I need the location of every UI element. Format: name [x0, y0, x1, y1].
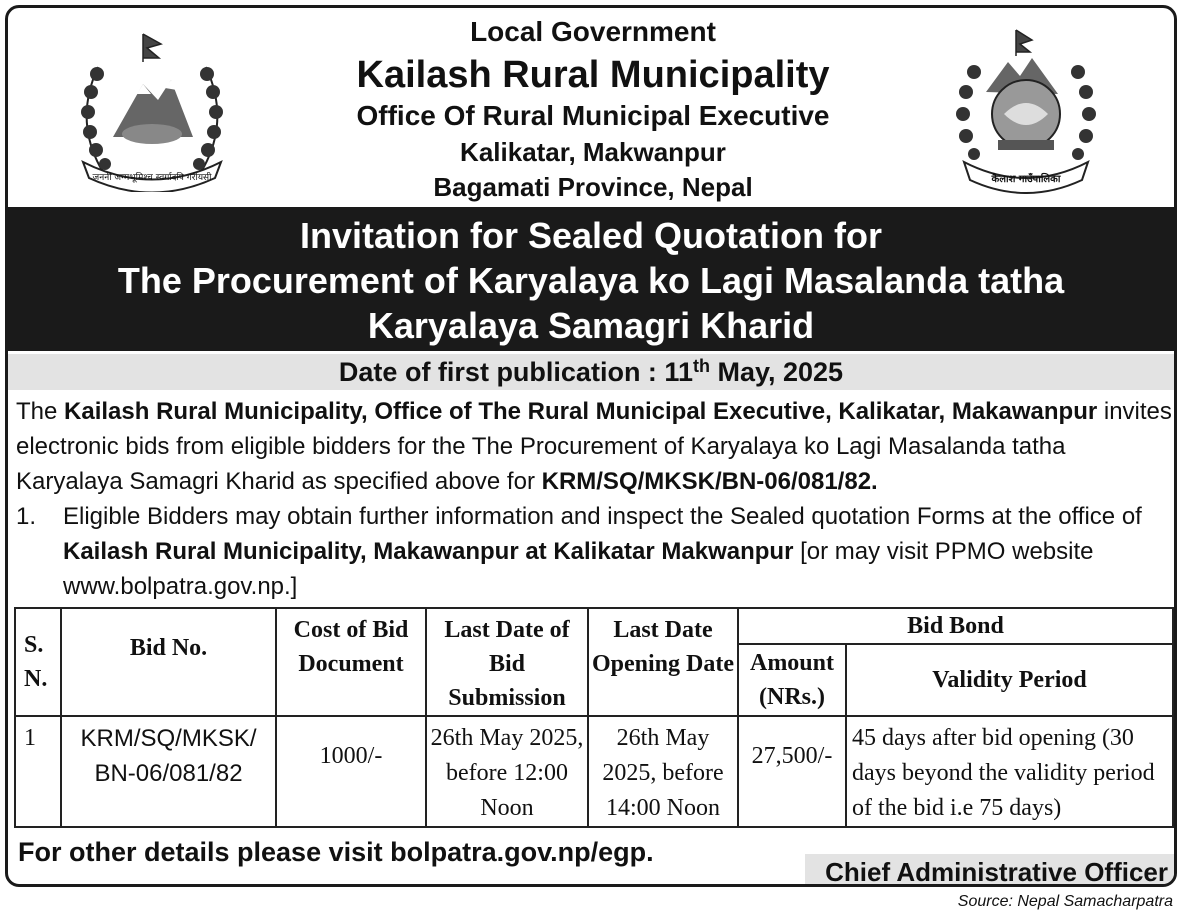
notice-title-banner — [8, 207, 1174, 351]
cell-amount: 27,500/- — [738, 716, 846, 827]
instruction-item-1 — [16, 499, 1172, 604]
header-municipality-name: Kailash Rural Municipality — [356, 54, 830, 96]
emblem-left-motto: जननी जन्मभूमिश्च स्वर्गादपि गरीयसी — [92, 173, 212, 183]
header-text-block — [248, 12, 938, 204]
header-bid-no: Bid No. — [61, 608, 276, 716]
header-last-opening: Last Date Opening Date — [588, 608, 738, 716]
cell-last-opening: 26th May 2025, before 14:00 Noon — [588, 716, 738, 827]
intro-text-a: The — [16, 398, 65, 425]
bid-details-table — [14, 607, 1174, 828]
footer-signatory: Chief Administrative Officer — [805, 854, 1174, 887]
publication-date-suffix: th — [692, 356, 710, 376]
municipality-logo-icon — [946, 22, 1106, 194]
publication-date — [8, 354, 1174, 390]
header-address: Kalikatar, Makwanpur — [460, 137, 726, 167]
cell-cost: 1000/- — [276, 716, 426, 827]
publication-date-label: Date of first publication : 11 — [338, 357, 693, 387]
intro-paragraph — [16, 394, 1172, 499]
instruction-office-location: Kailash Rural Municipality, Makawanpur at Kalikatar Makwanpur — [63, 538, 794, 565]
nepal-emblem-icon — [63, 22, 241, 192]
emblem-right-label: कैलाश गाउँपालिका — [991, 174, 1061, 185]
header-last-submission: Last Date of Bid Submission — [426, 608, 588, 716]
instruction-number: 1. — [16, 503, 37, 530]
cell-last-submission: 26th May 2025, before 12:00 Noon — [426, 716, 588, 827]
cell-sn: 1 — [15, 716, 61, 827]
header-local-government: Local Government — [470, 16, 716, 47]
intro-office-name: Kailash Rural Municipality, Office of The Rural Municipal Executive, Kalikatar, Makawanpur — [64, 398, 1098, 425]
intro-text-c: invites electronic bids from eligible bidders for the The Procurement of Karyalaya ko Lagi Masalanda tatha Karyalaya Samagri Kharid as specified above for — [16, 398, 1172, 495]
cell-bid-no: KRM/SQ/MKSK/ BN-06/081/82 — [61, 716, 276, 827]
header-bid-bond: Bid Bond — [738, 608, 1173, 644]
header-office: Office Of Rural Municipal Executive — [356, 100, 830, 131]
cell-validity: 45 days after bid opening (30 days beyond the validity period of the bid i.e 75 days) — [846, 716, 1173, 827]
header-validity: Validity Period — [846, 644, 1173, 716]
notice-frame — [5, 5, 1177, 887]
instruction-text-c: [or may visit PPMO website www.bolpatra.gov.np.] — [63, 538, 1094, 600]
banner-line-2: The Procurement of Karyalaya ko Lagi Masalanda tatha — [117, 260, 1065, 301]
footer-details-note: For other details please visit bolpatra.gov.np/egp. — [18, 837, 654, 867]
table-row — [15, 716, 1173, 827]
notice-body — [16, 394, 1172, 604]
notice-header — [8, 8, 1174, 210]
source-credit: Source: Nepal Samacharpatra — [957, 893, 1173, 910]
publication-date-rest: May, 2025 — [709, 357, 844, 387]
banner-line-1: Invitation for Sealed Quotation for — [299, 215, 882, 256]
header-province: Bagamati Province, Nepal — [433, 172, 753, 202]
header-cost: Cost of Bid Document — [276, 608, 426, 716]
banner-line-3: Karyalaya Samagri Kharid — [367, 305, 815, 346]
header-amount: Amount (NRs.) — [738, 644, 846, 716]
instruction-text-a: Eligible Bidders may obtain further information and inspect the Sealed quotation Forms at the office of — [63, 503, 1142, 530]
header-sn: S. N. — [15, 608, 61, 716]
intro-reference-number: KRM/SQ/MKSK/BN-06/081/82. — [541, 468, 878, 495]
